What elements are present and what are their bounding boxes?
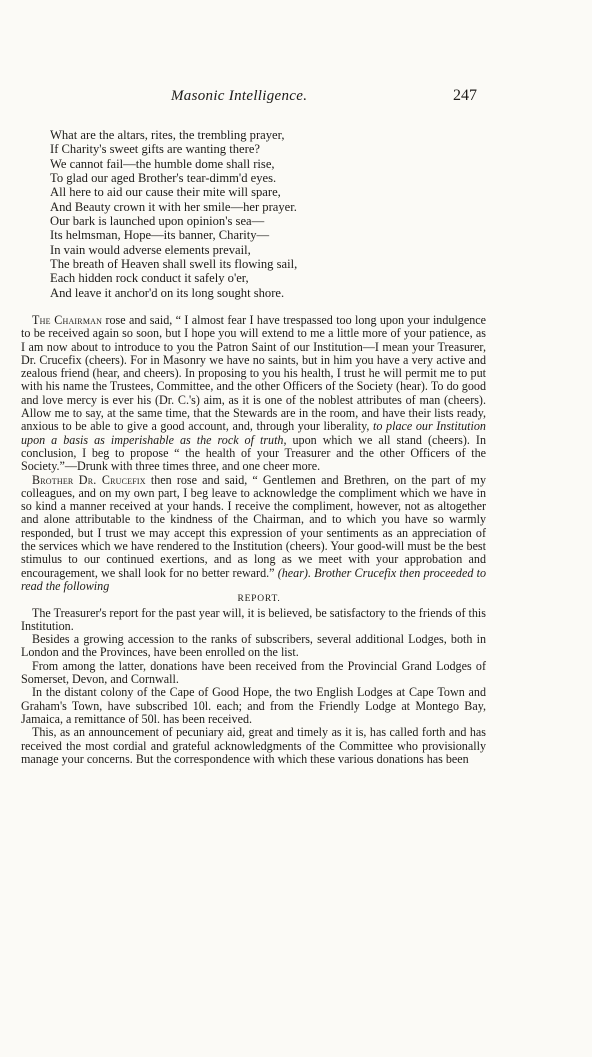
report-paragraph: Besides a growing accession to the ranks of subscribers, several additional Lodges, both in London and the Provinces, have been enrolled on the list.	[21, 632, 486, 660]
poem-line: Each hidden rock conduct it safely o'er,	[50, 271, 249, 286]
poem-line: In vain would adverse elements prevail,	[50, 242, 251, 257]
speech-text: rose and said, “ I almost fear I have trespassed too long upon your indulgence to be received again so soon, but I hope you will extend to me a little more of your patience, as I am now about to introduce to you the Patron Saint of our Institution—I mean your Treasurer, Dr. Crucefix (cheers). For in Masonry we have no saints, but in him you have a very active and zealous friend (hear, and cheers). In proposing to you his health, I trust he will permit me to put with his name the Trustees, Committee, and the other Officers of the Society (hear). To do good and love mercy is ever his (Dr. C.'s) aim, as it is one of the noblest attributes of man (cheers). Allow me to say, at the same time, that the Stewards are in the room, and have their lists ready, anxious to be able to give a good account, and, through your liberality,	[21, 313, 487, 434]
poem-stanza	[48, 128, 518, 300]
poem-line: The breath of Heaven shall swell its flowing sail,	[50, 257, 298, 272]
poem-line: We cannot fail—the humble dome shall rise,	[50, 156, 275, 171]
report-paragraph: In the distant colony of the Cape of Good Hope, the two English Lodges at Cape Town and Graham's Town, have subscribed 10l. each; and from the Friendly Lodge at Montego Bay, Jamaica, a remittance of 50l. has been received.	[21, 685, 486, 726]
report-paragraph: The Treasurer's report for the past year will, it is believed, be satisfactory to the friends of this Institution.	[21, 605, 486, 633]
poem-line: Its helmsman, Hope—its banner, Charity—	[50, 228, 270, 243]
crucefix-reply-paragraph	[21, 474, 486, 594]
running-title: Masonic Intelligence.	[171, 88, 308, 104]
poem-line: If Charity's sweet gifts are wanting there?	[50, 142, 260, 157]
poem-line: To glad our aged Brother's tear-dimm'd eyes.	[50, 171, 277, 186]
report-paragraph: From among the latter, donations have been received from the Provincial Grand Lodges of Somerset, Devon, and Cornwall.	[21, 658, 486, 687]
speaker-name: Brother Dr. Crucefix	[32, 472, 146, 487]
poem-line: Our bark is launched upon opinion's sea—	[50, 214, 265, 229]
speech-text: upon which we all stand (cheers). In conclusion, I beg to propose “ the health of your Treasurer and the other Officers of the Society.”—Drunk with three times three, and one cheer more.	[21, 432, 486, 474]
poem-line: And Beauty crown it with her smile—her prayer.	[50, 199, 297, 214]
speaker-name: The Chairman	[32, 313, 103, 327]
body-text	[21, 314, 486, 766]
reply-italic-text: (hear). Brother Crucefix then proceeded to read the following	[21, 565, 486, 593]
poem-line: All here to aid our cause their mite will spare,	[50, 185, 281, 200]
report-heading: REPORT.	[237, 594, 281, 605]
chairman-speech-paragraph	[21, 314, 486, 474]
reply-text: then rose and said, “ Gentlemen and Brethren, on the part of my colleagues, and on my own part, I beg leave to acknowledge the compliment which we have in so kind a manner received at your hands. I receive the compliment, however, not as altogether and alone attributable to the kindness of the Chairman, and to which you have so warmly responded, but I trust we may accept this expression of your sentiments as an appreciation of the services which we have rendered to the Institution (cheers). Your good-will must be the best stimulus to our continued exertions, and as long as we meet with your approbation and encouragement, we shall look for no better reward.”	[21, 472, 486, 580]
page-header	[0, 88, 592, 108]
page-number: 247	[453, 87, 477, 104]
poem-line: And leave it anchor'd on its long sought shore.	[50, 285, 285, 300]
poem-line: What are the altars, rites, the trembling prayer,	[50, 128, 285, 142]
report-paragraph: This, as an announcement of pecuniary aid, great and timely as it is, has called forth and has received the most cordial and grateful acknowledgments of the Committee who provisionally manage your concerns. But the correspondence with which these various donations has been	[21, 725, 486, 766]
speech-italic-text: to place our Institution upon a basis as imperishable as the rock of truth,	[21, 419, 486, 447]
